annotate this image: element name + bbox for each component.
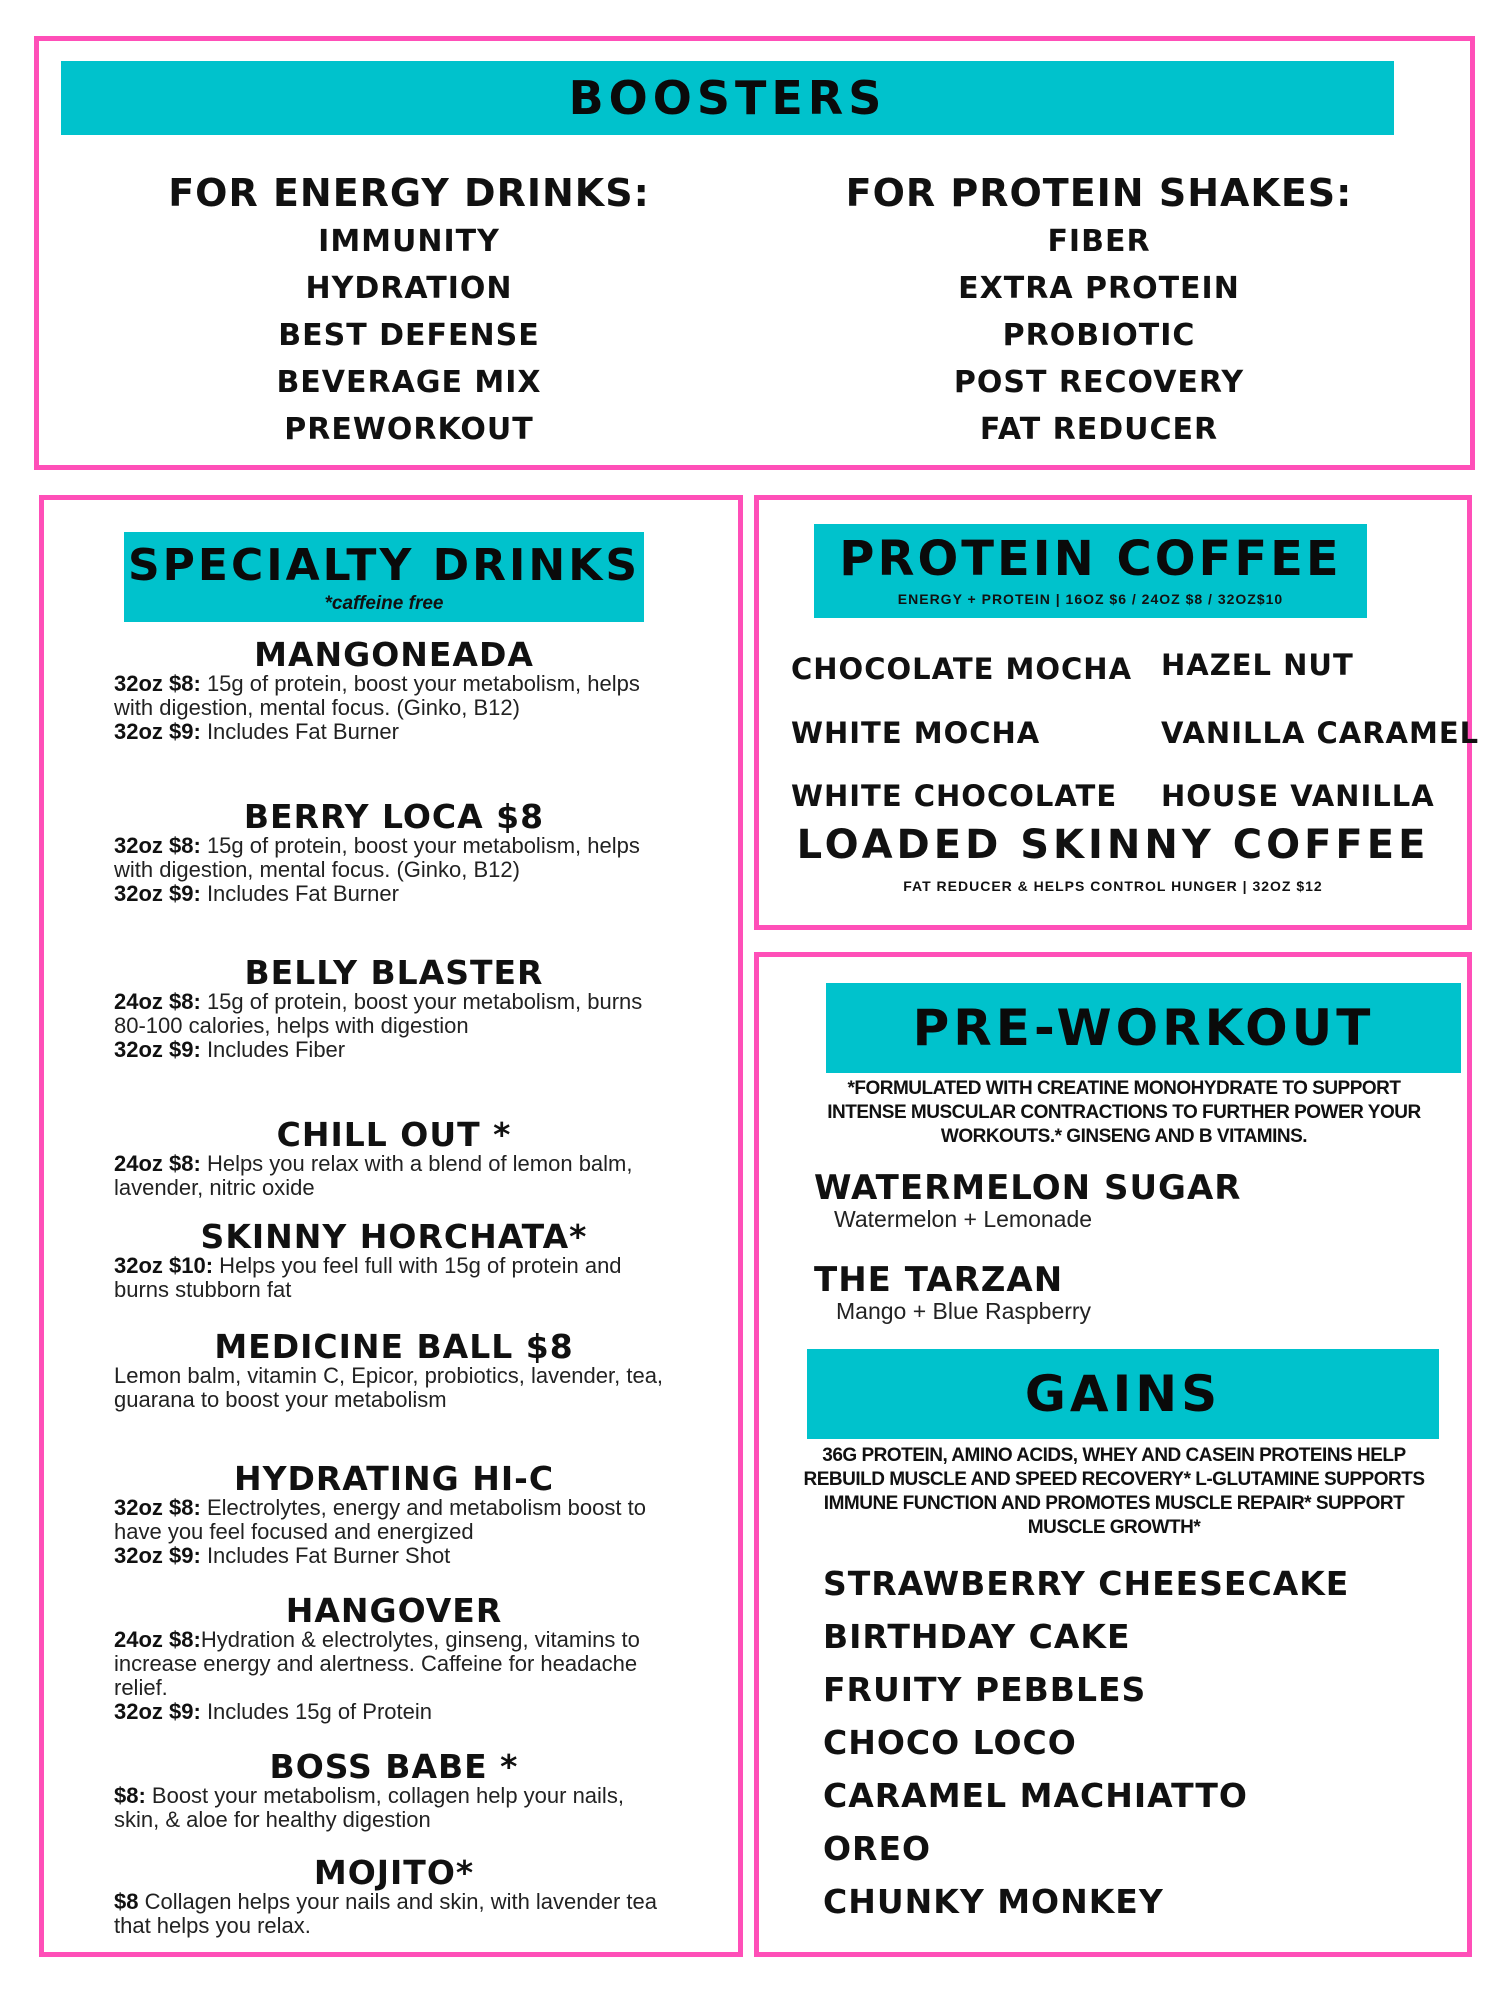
drink-name: HYDRATING HI-C bbox=[233, 1459, 555, 1498]
booster-item: EXTRA PROTEIN bbox=[958, 271, 1240, 306]
energy-boosters-column bbox=[99, 168, 719, 453]
drink-item bbox=[114, 1747, 674, 1832]
drink-description: Lemon balm, vitamin C, Epicor, probiotics, lavender, tea, guarana to boost your metabolism bbox=[114, 1363, 664, 1412]
protein-boosters-column bbox=[789, 168, 1409, 453]
protein-coffee-section bbox=[754, 495, 1480, 930]
gains-flavor: FRUITY PEBBLES bbox=[823, 1670, 1147, 1709]
drink-description: $8: Boost your metabolism, collagen help your nails, skin, & aloe for healthy digestion bbox=[114, 1783, 624, 1832]
boosters-title: BOOSTERS bbox=[568, 71, 887, 125]
drink-name: BELLY BLASTER bbox=[244, 953, 544, 992]
preworkout-flavor bbox=[814, 1169, 1241, 1231]
flavor-name: THE TARZAN bbox=[814, 1260, 1064, 1300]
preworkout-banner bbox=[826, 983, 1461, 1073]
gains-flavor: CHOCO LOCO bbox=[823, 1723, 1077, 1762]
drink-description: 32oz $9: Includes 15g of Protein bbox=[114, 1699, 432, 1724]
drink-description: 32oz $9: Includes Fiber bbox=[114, 1037, 346, 1062]
coffee-item: VANILLA CARAMEL bbox=[1161, 716, 1480, 750]
coffee-subtitle: ENERGY + PROTEIN | 16OZ $6 / 24OZ $8 / 32OZ$10 bbox=[897, 591, 1284, 607]
protein-boosters-heading: FOR PROTEIN SHAKES: bbox=[845, 171, 1353, 215]
gains-title: GAINS bbox=[1024, 1365, 1222, 1423]
preworkout-description: *FORMULATED WITH CREATINE MONOHYDRATE TO SUPPORT INTENSE MUSCULAR CONTRACTIONS TO FURTHER POWER YOUR WORKOUTS.* GINSENG AND B VITAMINS. bbox=[827, 1078, 1421, 1147]
gains-flavor: CARAMEL MACHIATTO bbox=[823, 1776, 1248, 1815]
drink-item bbox=[114, 1217, 674, 1302]
gains-flavor: BIRTHDAY CAKE bbox=[823, 1617, 1131, 1656]
drink-item bbox=[114, 953, 674, 1062]
drink-description: 32oz $9: Includes Fat Burner Shot bbox=[114, 1543, 451, 1568]
gains-description: 36G PROTEIN, AMINO ACIDS, WHEY AND CASEIN PROTEINS HELP REBUILD MUSCLE AND SPEED RECOVERY* L-GLUTAMINE SUPPORTS IMMUNE FUNCTION AND PROMOTES MUSCLE REPAIR* SUPPORT MUSCLE GROWTH* bbox=[803, 1445, 1425, 1538]
booster-item: FIBER bbox=[1047, 224, 1151, 259]
coffee-item: CHOCOLATE MOCHA bbox=[791, 652, 1133, 686]
specialty-drinks-section bbox=[39, 495, 743, 1957]
drink-name: SKINNY HORCHATA* bbox=[200, 1217, 588, 1256]
gains-flavor: OREO bbox=[823, 1829, 932, 1868]
coffee-item: HAZEL NUT bbox=[1161, 648, 1354, 682]
booster-item: POST RECOVERY bbox=[953, 365, 1245, 400]
flavor-name: WATERMELON SUGAR bbox=[814, 1168, 1242, 1208]
booster-item: PROBIOTIC bbox=[1002, 318, 1196, 353]
booster-item: IMMUNITY bbox=[318, 224, 500, 259]
specialty-banner bbox=[124, 532, 644, 622]
drink-item bbox=[114, 635, 674, 744]
drink-name: BERRY LOCA $8 bbox=[243, 797, 545, 836]
boosters-section bbox=[34, 36, 1475, 470]
drink-name: MOJITO* bbox=[313, 1853, 475, 1892]
drink-name: MANGONEADA bbox=[254, 635, 534, 674]
drink-name: CHILL OUT * bbox=[276, 1115, 512, 1154]
drink-description: 32oz $8: Electrolytes, energy and metabolism boost to have you feel focused and energized bbox=[114, 1495, 646, 1544]
coffee-item: HOUSE VANILLA bbox=[1161, 779, 1435, 813]
drink-description: 32oz $8: 15g of protein, boost your metabolism, helps with digestion, mental focus. (Ginko, B12) bbox=[114, 671, 640, 720]
drink-description: 24oz $8:Hydration & electrolytes, ginseng, vitamins to increase energy and alertness. Caffeine for headache relief. bbox=[114, 1627, 640, 1700]
gains-flavor: STRAWBERRY CHEESECAKE bbox=[823, 1564, 1350, 1603]
preworkout-flavor bbox=[814, 1261, 1091, 1323]
booster-item: BEVERAGE MIX bbox=[276, 365, 542, 400]
drink-item bbox=[114, 1327, 674, 1412]
drink-description: 32oz $9: Includes Fat Burner bbox=[114, 881, 399, 906]
coffee-item: WHITE CHOCOLATE bbox=[791, 779, 1118, 813]
preworkout-gains-section bbox=[754, 952, 1472, 1957]
coffee-title: PROTEIN COFFEE bbox=[839, 531, 1342, 587]
flavor-description: Watermelon + Lemonade bbox=[834, 1206, 1093, 1232]
drink-item bbox=[114, 797, 674, 906]
drink-description: 32oz $8: 15g of protein, boost your metabolism, helps with digestion, mental focus. (Ginko, B12) bbox=[114, 833, 640, 882]
booster-item: HYDRATION bbox=[305, 271, 513, 306]
drink-name: BOSS BABE * bbox=[269, 1747, 519, 1786]
loaded-skinny-coffee-details: FAT REDUCER & HELPS CONTROL HUNGER | 32OZ $12 bbox=[903, 878, 1323, 894]
drink-description: 32oz $9: Includes Fat Burner bbox=[114, 719, 399, 744]
drink-description: 24oz $8: Helps you relax with a blend of lemon balm, lavender, nitric oxide bbox=[114, 1151, 633, 1200]
drink-name: MEDICINE BALL $8 bbox=[214, 1327, 574, 1366]
drink-item bbox=[114, 1459, 674, 1568]
boosters-banner bbox=[61, 61, 1394, 135]
loaded-skinny-coffee: LOADED SKINNY COFFEE bbox=[796, 822, 1430, 868]
booster-item: FAT REDUCER bbox=[979, 412, 1219, 447]
flavor-description: Mango + Blue Raspberry bbox=[836, 1298, 1092, 1324]
drink-item bbox=[114, 1115, 674, 1200]
specialty-subtitle: *caffeine free bbox=[324, 593, 444, 614]
booster-item: BEST DEFENSE bbox=[278, 318, 540, 353]
specialty-title: SPECIALTY DRINKS bbox=[127, 540, 641, 591]
coffee-banner bbox=[814, 524, 1367, 618]
preworkout-title: PRE-WORKOUT bbox=[912, 999, 1375, 1057]
gains-banner bbox=[807, 1349, 1439, 1439]
gains-flavor-list bbox=[823, 1557, 1349, 1928]
booster-item: PREWORKOUT bbox=[284, 412, 534, 447]
drink-item bbox=[114, 1591, 674, 1724]
energy-boosters-heading: FOR ENERGY DRINKS: bbox=[168, 171, 650, 215]
drink-description: 32oz $10: Helps you feel full with 15g of protein and burns stubborn fat bbox=[114, 1253, 622, 1302]
drink-description: $8 Collagen helps your nails and skin, with lavender tea that helps you relax. bbox=[114, 1889, 658, 1938]
drink-name: HANGOVER bbox=[285, 1591, 503, 1630]
drink-description: 24oz $8: 15g of protein, boost your metabolism, burns 80-100 calories, helps with digestion bbox=[114, 989, 643, 1038]
coffee-item: WHITE MOCHA bbox=[791, 716, 1041, 750]
gains-flavor: CHUNKY MONKEY bbox=[823, 1882, 1164, 1921]
drink-item bbox=[114, 1853, 674, 1938]
